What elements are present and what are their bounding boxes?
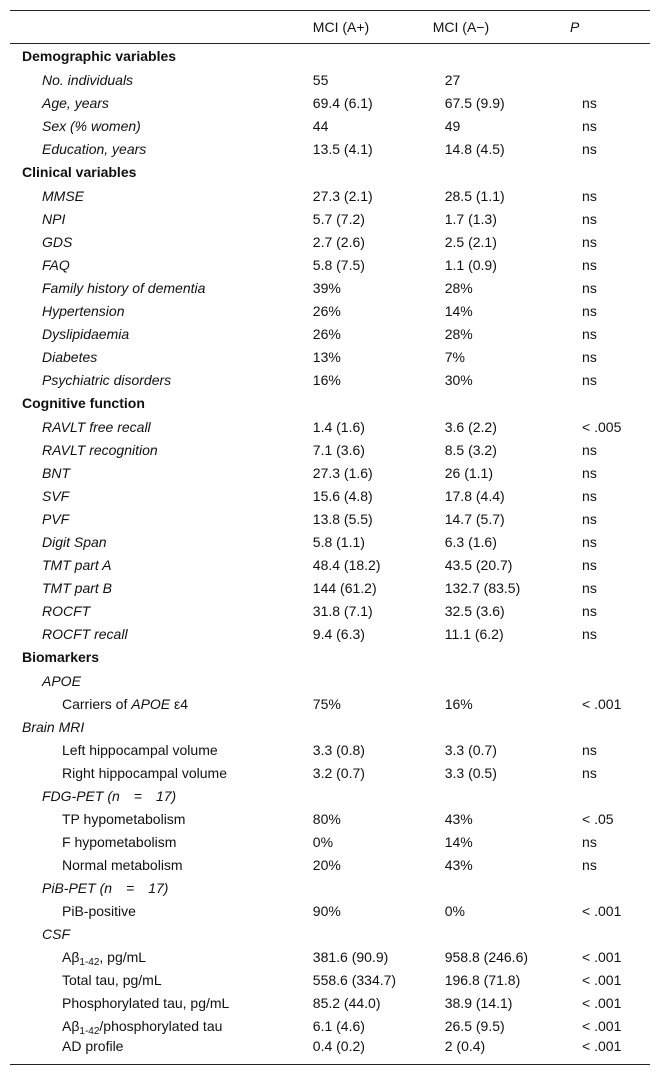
table-row: GDS 2.7 (2.6) 2.5 (2.1) ns <box>42 233 597 250</box>
subgroup-row: APOE <box>42 672 81 689</box>
table-row: $A\beta_{1-42}$/phosphorylated tau 6.1 (4.6) 26.5 (9.5) < .001 <box>10 1014 650 1037</box>
table-row: SVF 15.6 (4.8) 17.8 (4.4) ns <box>42 487 597 504</box>
subgroup-row: CSF <box>42 925 70 942</box>
section-cognitive <box>10 391 650 415</box>
section-clinical <box>10 160 650 184</box>
table-row: RAVLT recognition 7.1 (3.6) 8.5 (3.2) ns <box>42 441 597 458</box>
subgroup-row: PiB-PET (n = 17) <box>42 879 169 896</box>
table-row: RAVLT free recall 1.4 (1.6) 3.6 (2.2) < .005 <box>42 418 622 435</box>
table-row: Dyslipidaemia 26% 28% ns <box>42 325 597 342</box>
table-row: Right hippocampal volume 3.2 (0.7) 3.3 (0.5) ns <box>62 764 597 781</box>
table-row: Phosphorylated tau, pg/mL 85.2 (44.0) 38.9 (14.1) < .001 <box>62 994 622 1011</box>
table-row: Sex (% women) 44 49 ns <box>42 117 597 134</box>
table-row: Age, years 69.4 (6.1) 67.5 (9.9) ns <box>42 94 597 111</box>
table-row: No. individuals 55 27 <box>42 71 461 88</box>
table-row: $A\beta_{1-42}$, pg/mL 381.6 (90.9) 958.8 (246.6) < .001 <box>10 945 650 968</box>
table-row: PiB-positive 90% 0% < .001 <box>62 902 622 919</box>
table-row: Family history of dementia 39% 28% ns <box>42 279 597 296</box>
table-row: NPI 5.7 (7.2) 1.7 (1.3) ns <box>42 210 597 227</box>
table-row: Total tau, pg/mL 558.6 (334.7) 196.8 (71.8) < .001 <box>62 971 622 988</box>
table-row: Normal metabolism 20% 43% ns <box>62 856 597 873</box>
table-row: Diabetes 13% 7% ns <box>42 348 597 365</box>
table-row: FAQ 5.8 (7.5) 1.1 (0.9) ns <box>42 256 597 273</box>
table-row: TMT part A 48.4 (18.2) 43.5 (20.7) ns <box>42 556 597 573</box>
header-mci-a-negative: MCI (A−) <box>433 11 570 44</box>
table-row: AD profile 0.4 (0.2) 2 (0.4) < .001 <box>10 1037 650 1065</box>
table-row: Digit Span 5.8 (1.1) 6.3 (1.6) ns <box>42 533 597 550</box>
header-variable <box>10 11 301 44</box>
table-row: Psychiatric disorders 16% 30% ns <box>42 371 597 388</box>
subgroup-row: Brain MRI <box>22 718 85 735</box>
table-row: TMT part B 144 (61.2) 132.7 (83.5) ns <box>42 579 597 596</box>
apoe-carriers-label: Carriers of APOE ε4 <box>62 695 189 712</box>
table-row: Carriers of APOE ε4 75% 16% < .001 <box>10 692 650 715</box>
section-demographic <box>10 44 650 69</box>
table-row: MMSE 27.3 (2.1) 28.5 (1.1) ns <box>42 187 597 204</box>
section-title: Clinical variables <box>22 164 137 180</box>
section-title: Biomarkers <box>22 649 100 665</box>
section-title: Cognitive function <box>22 395 145 411</box>
table-row: TP hypometabolism 80% 43% < .05 <box>62 810 614 827</box>
subgroup-row: FDG-PET (n = 17) <box>42 787 177 804</box>
table-header-row <box>10 11 650 44</box>
ab42-ptau-label: $A\beta_{1-42}$/phosphorylated tau <box>62 1017 223 1037</box>
table-row: Hypertension 26% 14% ns <box>42 302 597 319</box>
header-mci-a-positive: MCI (A+) <box>301 11 433 44</box>
table-row: PVF 13.8 (5.5) 14.7 (5.7) ns <box>42 510 597 527</box>
table-row: Left hippocampal volume 3.3 (0.8) 3.3 (0.7) ns <box>62 741 597 758</box>
table-row: ROCFT recall 9.4 (6.3) 11.1 (6.2) ns <box>42 625 597 642</box>
header-p-value: P <box>570 11 650 44</box>
table-row: BNT 27.3 (1.6) 26 (1.1) ns <box>42 464 597 481</box>
table-row: Education, years 13.5 (4.1) 14.8 (4.5) ns <box>42 140 597 157</box>
section-title: Demographic variables <box>22 48 177 64</box>
table-row: ROCFT 31.8 (7.1) 32.5 (3.6) ns <box>42 602 597 619</box>
ab42-label: $A\beta_{1-42}$, pg/mL <box>62 948 147 968</box>
section-biomarkers <box>10 645 650 669</box>
table-row: F hypometabolism 0% 14% ns <box>62 833 597 850</box>
mci-comparison-table <box>10 10 650 1065</box>
